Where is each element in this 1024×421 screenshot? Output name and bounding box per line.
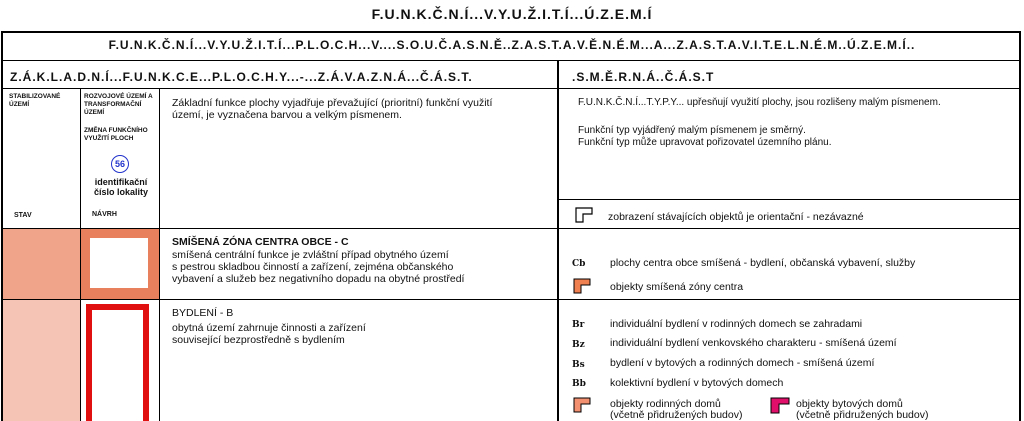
legend-subtitle: F.U.N.K.Č.N.Í...V.Y.U.Ž.I.T.Í...P.L.O.C.H...V....S.O.U.Č.A.S.N.Ě..Z.A.S.T.A.V.Ě.N.É.M...A...Z.A.S.T.A.V.I.T.E.L.N.É.M..Ú.Z.E.M.Í.. bbox=[108, 38, 916, 52]
type-label-bz: individuální bydlení venkovského charakteru - smíšená území bbox=[610, 337, 897, 349]
legend-title: F.U.N.K.Č.N.Í...V.Y.U.Ž.I.T.Í...Ú.Z.E.M.Í bbox=[371, 6, 653, 22]
type-code-cb: Cb bbox=[572, 259, 586, 269]
locality-id-label: identifikační číslo lokality bbox=[93, 177, 149, 197]
family-house-objects-line-1: objekty rodinných domů bbox=[610, 398, 721, 410]
apartment-objects-label bbox=[796, 399, 929, 421]
type-code-bs: Bs bbox=[572, 360, 585, 370]
family-house-objects-label bbox=[610, 399, 743, 421]
zone-b-navrh-swatch bbox=[86, 304, 149, 421]
zone-c-heading: SMÍŠENÁ ZÓNA CENTRA OBCE - C bbox=[172, 236, 349, 248]
zone-b-stav-swatch bbox=[3, 300, 80, 421]
apartment-object-icon bbox=[770, 397, 790, 414]
divider bbox=[1, 60, 1021, 61]
indicative-part-heading: .S.M.Ě.R.N.Á..Č.Á.S.T bbox=[572, 70, 715, 84]
existing-objects-note: zobrazení stávajících objektů je orientační - nezávazné bbox=[608, 211, 864, 223]
locality-number-circle: 56 bbox=[111, 155, 129, 173]
column-divider bbox=[159, 88, 160, 421]
development-area-label: ROZVOJOVÉ ÚZEMÍ A TRANSFORMAČNÍ ÚZEMÍ bbox=[84, 93, 153, 116]
zone-b-heading: BYDLENÍ - B bbox=[172, 307, 234, 319]
stav-label: STAV bbox=[14, 212, 32, 219]
type-code-bz: Bz bbox=[572, 340, 585, 350]
stabilized-area-label: STABILIZOVANÉ ÚZEMÍ bbox=[9, 93, 61, 108]
type-label-br: individuální bydlení v rodinných domech se zahradami bbox=[610, 318, 863, 330]
functional-type-note: Funkční typ vyjádřený malým písmenem je směrný. bbox=[578, 125, 806, 136]
functional-types-description: F.U.N.K.Č.N.Í...T.Y.P.Y... upřesňují využití plochy, jsou rozlišeny malým písmenem. bbox=[578, 97, 941, 108]
type-label-bs: bydlení v bytových a rodinných domech - smíšená území bbox=[610, 357, 875, 369]
divider bbox=[557, 199, 1021, 200]
change-function-label: ZMĚNA FUNKČNÍHO VYUŽITÍ PLOCH bbox=[84, 127, 148, 142]
zone-b-desc-2: související bezprostředně s bydlením bbox=[172, 334, 345, 346]
zone-b-desc-1: obytná území zahrnuje činnosti a zařízení bbox=[172, 322, 366, 334]
mandatory-part-heading: Z.Á.K.L.A.D.N.Í...F.U.N.K.C.E...P.L.O.C.H.Y...-...Z.Á.V.A.Z.N.Á...Č.Á.S.T. bbox=[10, 70, 473, 84]
existing-object-icon bbox=[575, 207, 593, 223]
mixed-zone-object-shape bbox=[574, 279, 590, 293]
family-house-object-icon bbox=[573, 397, 591, 413]
mixed-zone-object-icon bbox=[573, 278, 591, 294]
type-label-cb: plochy centra obce smíšená - bydlení, občanská vybavení, služby bbox=[610, 257, 916, 269]
main-function-description: Základní funkce plochy vyjadřuje převažující (prioritní) funkční využití území, je vyznačena barvou a velkým písmenem. bbox=[172, 97, 493, 121]
type-code-bb: Bb bbox=[572, 379, 586, 389]
zone-c-stav-swatch bbox=[3, 229, 80, 299]
zone-c-desc-1: smíšená centrální funkce je zvláštní případ obytného území bbox=[172, 249, 449, 261]
apartment-objects-line-1: objekty bytových domů bbox=[796, 398, 903, 410]
type-label-bb: kolektivní bydlení v bytových domech bbox=[610, 377, 784, 389]
column-divider bbox=[557, 60, 559, 421]
apartment-objects-line-2: (včetně přidružených budov) bbox=[796, 409, 929, 421]
zone-c-navrh-inner bbox=[90, 238, 148, 288]
apartment-object-shape bbox=[771, 398, 789, 413]
zone-c-desc-2: s pestrou skladbou činností a zařízení, zejména občanského bbox=[172, 261, 454, 273]
navrh-label: NÁVRH bbox=[92, 211, 117, 218]
family-house-objects-line-2: (včetně přidružených budov) bbox=[610, 409, 743, 421]
zone-c-desc-3: vybavení a služeb bez negativního dopadu na obytné prostředí bbox=[172, 273, 465, 285]
type-code-br: Br bbox=[572, 320, 585, 330]
functional-type-editor-note: Funkční typ může upravovat pořizovatel územního plánu. bbox=[578, 137, 832, 148]
family-house-object-shape bbox=[574, 398, 590, 412]
divider bbox=[1, 88, 1021, 89]
mixed-zone-objects-label: objekty smíšená zóny centra bbox=[610, 281, 744, 293]
